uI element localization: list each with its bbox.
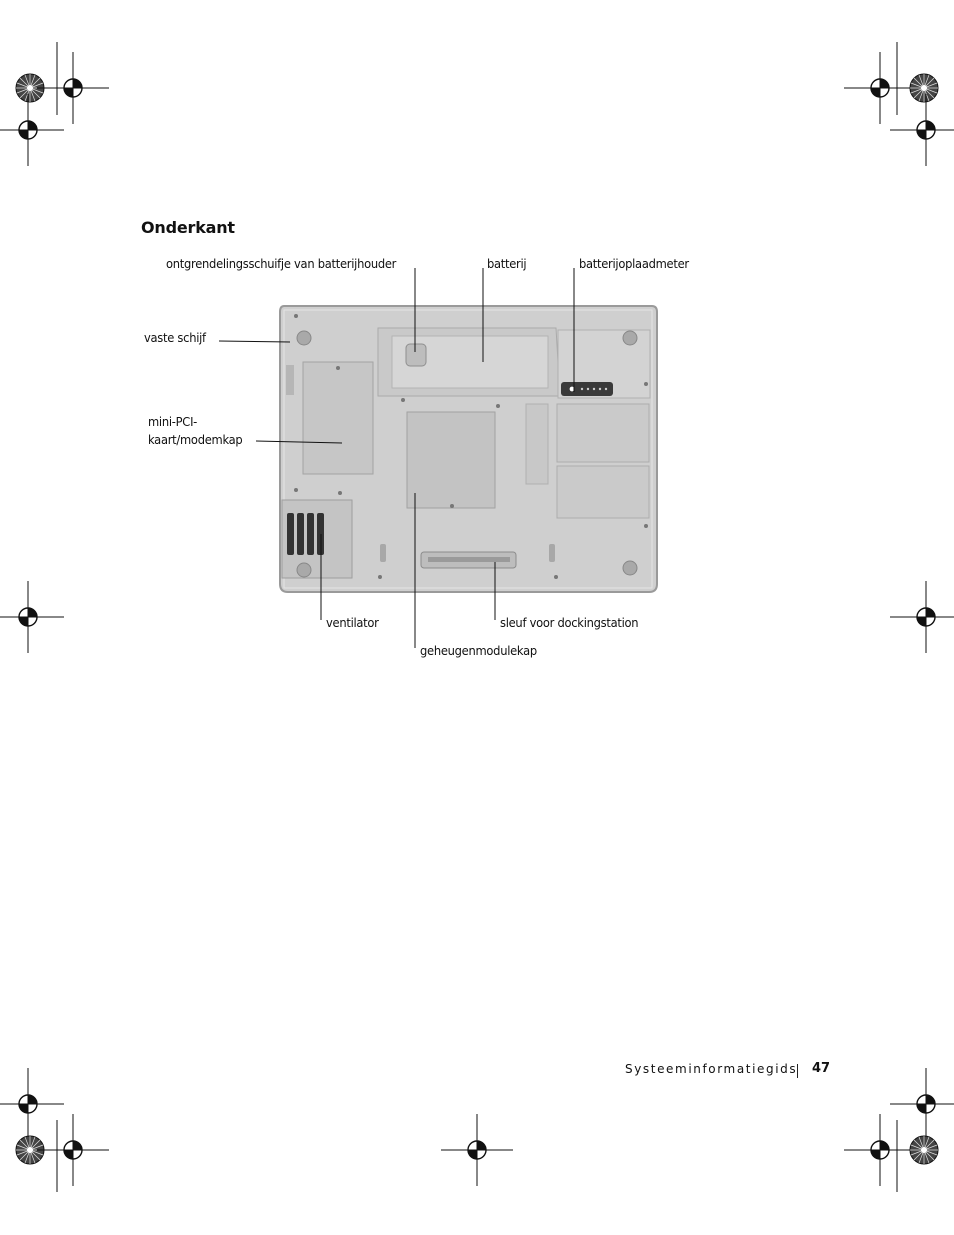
callout-battery: batterij	[487, 256, 527, 271]
footer-separator	[797, 1064, 798, 1078]
callout-hard-drive: vaste schijf	[144, 330, 206, 345]
callout-charge-gauge: batterijoplaadmeter	[579, 256, 689, 271]
registration-mark-top-right	[844, 42, 954, 166]
section-heading: Onderkant	[141, 218, 235, 237]
registration-mark-bottom-left	[0, 1068, 109, 1192]
callout-mini-pci-line2: kaart/modemkap	[148, 432, 243, 447]
callout-battery-release: ontgrendelingsschuifje van batterijhouder	[166, 256, 397, 271]
registration-mark-bottom-center	[441, 1114, 513, 1186]
registration-mark-mid-right	[890, 581, 954, 653]
page-number: 47	[812, 1061, 831, 1076]
registration-mark-mid-left	[0, 581, 64, 653]
footer-title: Systeeminformatiegids	[625, 1062, 798, 1076]
callout-memory-cover: geheugenmodulekap	[420, 643, 537, 658]
callout-fan: ventilator	[326, 615, 379, 630]
callout-docking-slot: sleuf voor dockingstation	[500, 615, 639, 630]
registration-mark-top-left	[0, 42, 109, 166]
registration-mark-bottom-right	[844, 1068, 954, 1192]
laptop-bottom-illustration	[280, 306, 657, 592]
callout-mini-pci-line1: mini-PCI-	[148, 414, 198, 429]
